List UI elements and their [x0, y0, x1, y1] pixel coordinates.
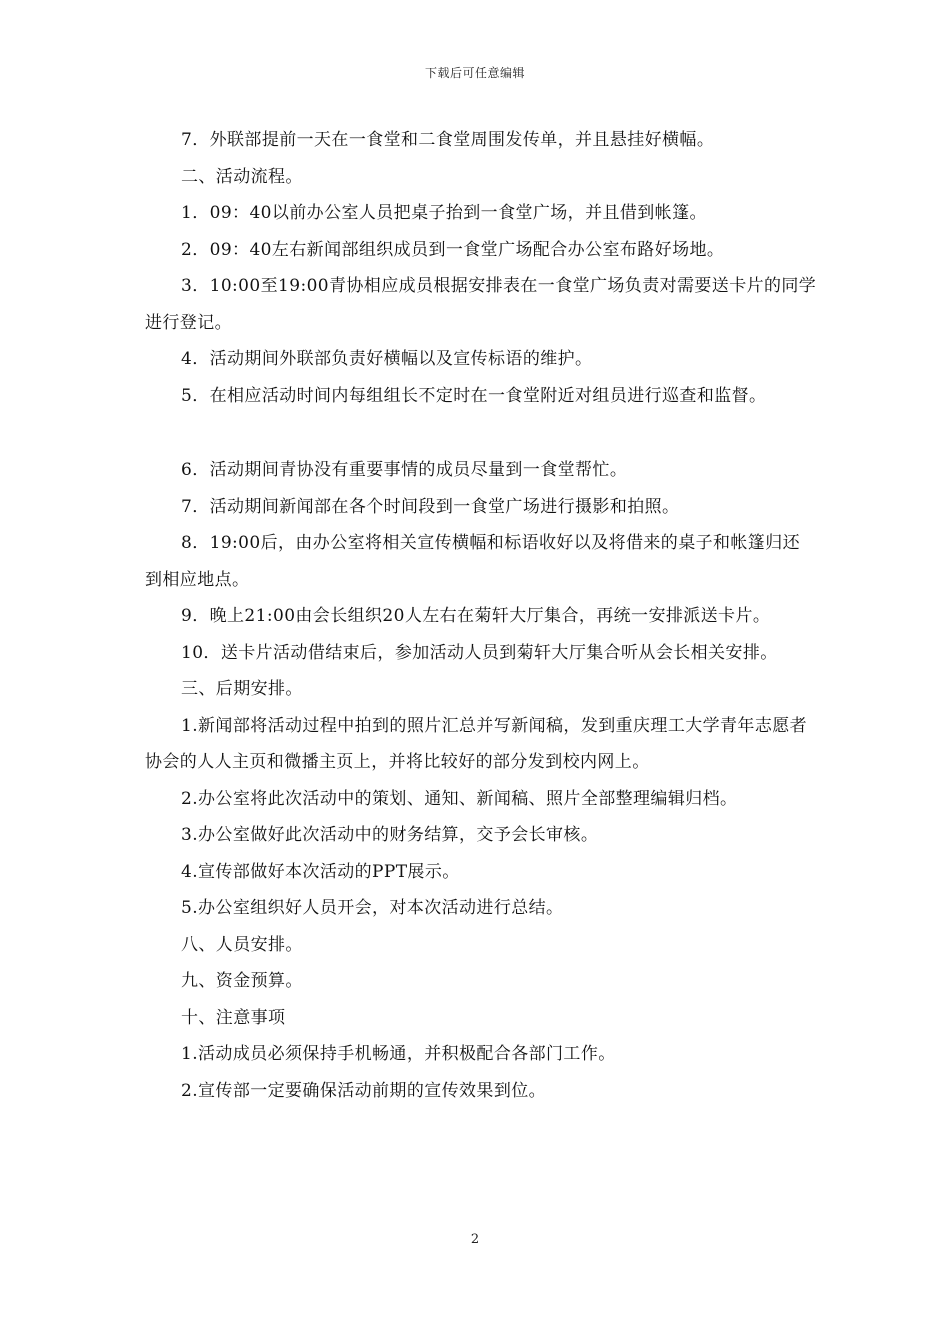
section-heading: 九、资金预算。 [181, 971, 303, 991]
paragraph: 4．活动期间外联部负责好横幅以及宣传标语的维护。 [181, 349, 593, 369]
section-heading: 八、人员安排。 [181, 934, 303, 955]
document-body [145, 122, 817, 1109]
section-heading: 二、活动流程。 [181, 166, 303, 187]
paragraph: 3．10:00至19:00青协相应成员根据安排表在一食堂广场负责对需要送卡片的同学进行登记。 [145, 276, 817, 333]
paragraph: 6．活动期间青协没有重要事情的成员尽量到一食堂帮忙。 [181, 460, 628, 480]
paragraph: 2.宣传部一定要确保活动前期的宣传效果到位。 [181, 1080, 547, 1101]
paragraph: 2．09：40左右新闻部组织成员到一食堂广场配合办公室布路好场地。 [181, 239, 725, 260]
paragraph: 1．09：40以前办公室人员把桌子抬到一食堂广场，并且借到帐篷。 [181, 203, 707, 223]
paragraph: 7．活动期间新闻部在各个时间段到一食堂广场进行摄影和拍照。 [181, 496, 680, 517]
paragraph: 8．19:00后，由办公室将相关宣传横幅和标语收好以及将借来的桌子和帐篷归还到相应地点。 [145, 533, 801, 590]
paragraph: 1.活动成员必须保持手机畅通，并积极配合各部门工作。 [181, 1044, 616, 1064]
paragraph: 5.办公室组织好人员开会，对本次活动进行总结。 [181, 898, 564, 918]
paragraph: 5．在相应活动时间内每组组长不定时在一食堂附近对组员进行巡查和监督。 [181, 385, 767, 406]
paragraph: 7．外联部提前一天在一食堂和二食堂周围发传单，并且悬挂好横幅。 [181, 130, 715, 150]
paragraph: 3.办公室做好此次活动中的财务结算，交予会长审核。 [181, 825, 599, 845]
page-number: 2 [470, 1232, 480, 1247]
paragraph: 10．送卡片活动借结束后，参加活动人员到菊轩大厅集合听从会长相关安排。 [181, 642, 778, 663]
paragraph: 4.宣传部做好本次活动的PPT展示。 [181, 861, 460, 882]
section-heading: 三、后期安排。 [181, 679, 303, 699]
paragraph: 1.新闻部将活动过程中拍到的照片汇总并写新闻稿，发到重庆理工大学青年志愿者协会的人人主页和微播主页上，并将比较好的部分发到校内网上。 [145, 715, 808, 772]
section-heading: 十、注意事项 [181, 1007, 286, 1028]
page-header: 下载后可任意编辑 [424, 66, 525, 80]
paragraph: 2.办公室将此次活动中的策划、通知、新闻稿、照片全部整理编辑归档。 [181, 788, 738, 809]
paragraph: 9．晚上21:00由会长组织20人左右在菊轩大厅集合，再统一安排派送卡片。 [181, 606, 771, 626]
